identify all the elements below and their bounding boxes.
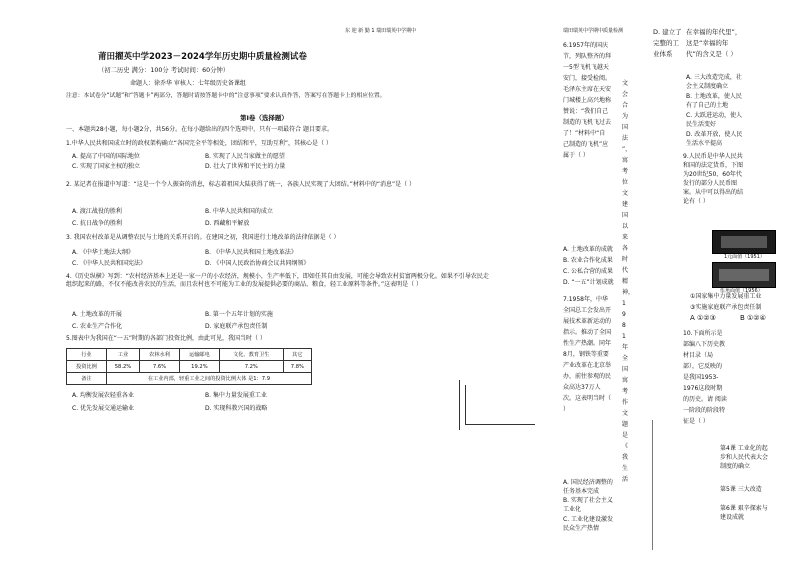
header-text: 东 迎 新 勤 1 瑞田瑞英中学期中 bbox=[345, 28, 417, 34]
question-stem: 1.中华人民共和国成立时的政权架构确立“各国完全平等相处，团结和平，互助互利”，其核心是（ ） bbox=[66, 140, 332, 147]
fold-line bbox=[652, 420, 653, 550]
option-c[interactable]: C. 抗日战争的胜利 bbox=[72, 220, 123, 227]
option-d[interactable]: D. “一五”计划成就 bbox=[563, 279, 614, 286]
banknote-caption: 1元面值（1951） bbox=[724, 254, 765, 260]
part-description: 一、本题共28小题，每小题2分，共56分。在每小题给出的四个选项中，只有一项最符合 题目要求。 bbox=[66, 126, 333, 133]
option-c[interactable]: C. 农业生产合作化 bbox=[72, 323, 123, 330]
statement-1: ①国家集中力量发展重工业 bbox=[690, 293, 762, 300]
toc-item: 第4课 工业化的起步和人民代表大会制度的确立 bbox=[720, 445, 769, 470]
investment-table bbox=[66, 348, 312, 385]
banknote-pattern bbox=[719, 269, 769, 281]
option-b[interactable]: B. 第一个五年计划的实施 bbox=[205, 311, 273, 318]
option-c[interactable]: C. 公私合营的成果 bbox=[563, 268, 614, 275]
table-cell: 7.8% bbox=[283, 361, 311, 373]
table-header-row bbox=[67, 349, 312, 361]
exam-notice: 注意：本试卷分“试题”和“答题卡”两部分，答题时请按答题卡中的“注意事项”要求认真作答，答案写在答题卡上的相应位置。 bbox=[66, 93, 386, 99]
question-7: 7.1958年，中华全国总工会发出开展技术革新运动的指示。推动了全国性生产热潮。同年8月，钢铁等重要产业改革在北京举办，前往参观的民众高达37万人次。这表明当时（ ） bbox=[563, 296, 612, 413]
option-c[interactable]: C. 大跃进运动，使人民生活变好 bbox=[686, 112, 743, 128]
vertical-essay-text: 文 会 合 为 国 法 ”，寓 考 位 文 建 国 以 来 各 时 代 精 神，1 9 8 1 年 全 国 寓 考 作 文 题 是《 我 生 活 bbox=[622, 80, 635, 483]
option-a[interactable]: A. 土地改革的开展 bbox=[72, 311, 122, 318]
option-b[interactable]: B. 实现了社会主义工业化 bbox=[563, 497, 613, 513]
option-d[interactable]: D. 实现科教兴国的战略 bbox=[205, 405, 268, 412]
table-cell: 行业 bbox=[67, 349, 107, 361]
question-stem: 4.《历史纵横》写到：“农村经济基本上还是一家一户的小农经济，规模小，生产率低下，即如任其自由发展，可能会导致农村贫富两极分化。如果不引导农民走组织起来的路，不仅不能改善农民的生活，而且农村也不可能为工业的发展提供必要的商品、粮食，轻工业原料等条件。”这表明是（ ） bbox=[66, 273, 489, 288]
question-6: 6.1957年的国庆节，列队整齐的拜一5型飞机飞越天安门，接受检阅。毛泽东主席在天安门城楼上高兴地称赞说：“我们自己制造的飞机飞过去了！”材料中“自己制造的飞机”应属于（ ） bbox=[563, 42, 612, 159]
option-b[interactable]: B. 中华人民共和国的成立 bbox=[205, 208, 273, 215]
crop-mark bbox=[465, 424, 535, 425]
page-header-right: 瑞田瑞英中学期中质量检测 bbox=[563, 28, 624, 34]
table-row bbox=[67, 361, 312, 373]
table-cell: 工业 bbox=[106, 349, 139, 361]
option-a[interactable]: A. 《中华土地法大纲》 bbox=[72, 249, 134, 256]
table-cell: 运输邮电 bbox=[179, 349, 219, 361]
table-cell: 在工业内部，轻重工业之间的投资比例大体 是1：7.9 bbox=[106, 373, 311, 385]
option-b[interactable]: B. 农业合作化成果 bbox=[563, 257, 613, 264]
option-d[interactable]: D. 改革开放，使人民生活水平提高 bbox=[686, 131, 743, 147]
option-a[interactable]: A. 土地改革的成就 bbox=[563, 246, 613, 253]
table-cell: 19.2% bbox=[179, 361, 219, 373]
option-d[interactable]: D. 家庭联产承包责任制 bbox=[205, 323, 268, 330]
option-a[interactable]: A ①②③ bbox=[690, 314, 716, 322]
page-header bbox=[345, 27, 416, 35]
exam-info: （初二历史 满分：100分 考试时间：60分钟） bbox=[98, 67, 230, 74]
fold-line bbox=[459, 380, 460, 430]
fold-line bbox=[465, 385, 466, 425]
question-1 bbox=[66, 140, 486, 148]
option-d[interactable]: D. 《中国人民政治协商会议共同纲领》 bbox=[205, 260, 310, 267]
exam-title: 莆田擢英中学2023－2024学年历史期中质量检测试卷 bbox=[98, 52, 307, 62]
table-cell: 58.2% bbox=[106, 361, 139, 373]
banknote-caption: 伍角面值（1956） bbox=[720, 288, 763, 294]
table-row bbox=[67, 373, 312, 385]
exam-authors: 命题人：徐乔华 审核人：七年级历史备课组 bbox=[130, 80, 246, 87]
table-cell: 备注 bbox=[67, 373, 107, 385]
question-8-partial: D. 建立了完整的工业体系 bbox=[653, 28, 682, 58]
option-d[interactable]: D. 壮大了世界和平民主的力量 bbox=[205, 163, 286, 170]
banknote-image-1 bbox=[712, 230, 776, 254]
table-cell: 文化、教育卫生 bbox=[219, 349, 283, 361]
table-cell: 7.2% bbox=[219, 361, 283, 373]
question-2 bbox=[66, 181, 491, 189]
option-a[interactable]: A. 三大改造完成，社会主义制度确立 bbox=[686, 74, 742, 90]
option-b[interactable]: B. 集中力量发展重工业 bbox=[205, 392, 267, 399]
table-cell: 其它 bbox=[283, 349, 311, 361]
option-a[interactable]: A. 均衡发展农轻重各业 bbox=[72, 392, 134, 399]
option-b[interactable]: B. 实现了人民当家做主的愿望 bbox=[205, 153, 285, 160]
question-stem: 3. 我国农村改革是从调整农民与土地的关系开启的。在建国之初，我国进行土地改革的法律依据是（ ） bbox=[66, 234, 340, 241]
option-c[interactable]: C. 实现了国家主权的独立 bbox=[72, 163, 141, 170]
option-a[interactable]: A. 提高了中国的国际地位 bbox=[72, 153, 140, 160]
option-d[interactable]: D. 西藏和平解放 bbox=[205, 220, 250, 227]
part-title: 第Ⅰ卷（选择题） bbox=[240, 114, 288, 122]
question-stem: 5.图表中为我国在“一五”时期的各部门投资比例，由此可见，我国当时（ ） bbox=[66, 335, 266, 342]
table-cell: 投资比例 bbox=[67, 361, 107, 373]
question-5 bbox=[66, 335, 491, 343]
toc-item: 第5课 三大改造 bbox=[720, 486, 762, 493]
toc-item: 第6课 艰辛探索与建设成就 bbox=[720, 505, 768, 521]
option-b[interactable]: B. 《中华人民共和国土地改革法》 bbox=[205, 249, 297, 256]
statement-3: ③实施家庭联产承包责任制 bbox=[690, 304, 762, 311]
banknote-image-2 bbox=[712, 262, 776, 288]
question-10: 10.下面所示是部编八下历史教材目录（局部），它反映的是我国1953-1976这段时期的历史。请 阅读一阶段的阶段特征是（ ） bbox=[683, 330, 727, 425]
option-a[interactable]: A. 渡江战役的胜利 bbox=[72, 208, 122, 215]
option-c[interactable]: C. 《中华人民共和国宪法》 bbox=[72, 260, 147, 267]
question-3 bbox=[66, 234, 491, 242]
table-cell: 7.6% bbox=[140, 361, 180, 373]
option-c[interactable]: C. 工业化建设激发民众生产热情 bbox=[563, 516, 614, 532]
option-b[interactable]: B ①②④ bbox=[740, 314, 766, 322]
question-stem: 2. 某记者在报道中写道：“这是一个令人振奋的消息，标志着祖国大陆获得了统一，各族人民实现了大团结。”材料中的“消息”是（ ） bbox=[66, 181, 415, 188]
option-a[interactable]: A. 国民经济调整的任务基本完成 bbox=[563, 479, 613, 495]
question-4 bbox=[66, 273, 491, 289]
banknote-pattern bbox=[721, 236, 767, 248]
table-cell: 农林水利 bbox=[140, 349, 180, 361]
question-8: 在幸福的年代里”，这是“幸福的年代”的含义是（ ） bbox=[686, 28, 742, 58]
option-b[interactable]: B. 土地改革，使人民有了自己的土地 bbox=[686, 93, 742, 109]
option-c[interactable]: C. 优先发展交通运输业 bbox=[72, 405, 135, 412]
question-9: 9.人民币是中华人民共和国的法定货币，下图为20世纪50、60年代发行的部分人民币图案。从中可以得出的结论有（ ） bbox=[683, 153, 744, 205]
